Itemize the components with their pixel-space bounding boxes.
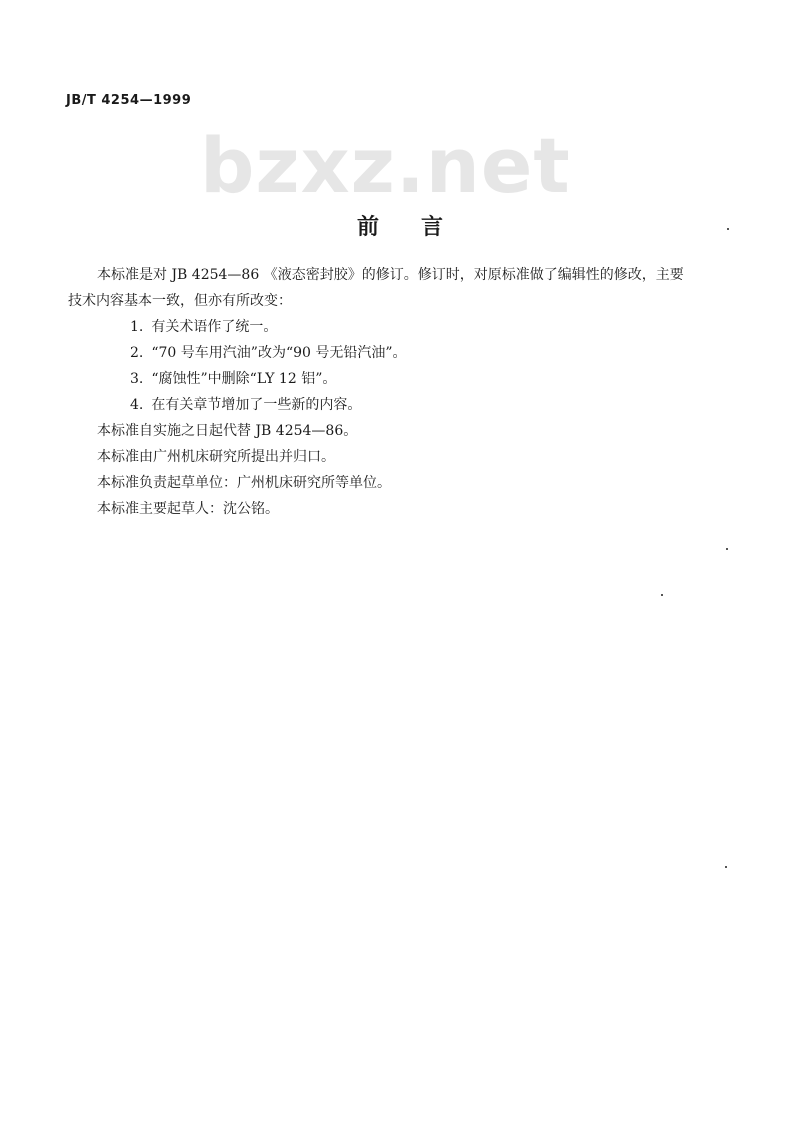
list-item xyxy=(130,392,800,418)
list-item-text: “70 号车用汽油”改为“90 号无铅汽油”。 xyxy=(151,345,407,361)
list-item-number: 1. xyxy=(130,319,144,335)
scan-speck xyxy=(725,866,727,868)
intro-paragraph xyxy=(68,262,777,314)
list-item xyxy=(130,366,800,392)
intro-line-2: 技术内容基本一致，但亦有所改变： xyxy=(68,293,292,309)
intro-line-1: 本标准是对 JB 4254—86 《液态密封胶》的修订。修订时，对原标准做了编辑性的修改，主要 xyxy=(97,267,684,283)
list-item-text: 在有关章节增加了一些新的内容。 xyxy=(151,397,362,413)
list-item-number: 2. xyxy=(130,345,144,361)
page-title: 前言 xyxy=(356,214,485,240)
list-item-text: “腐蚀性”中删除“LY 12 铝”。 xyxy=(151,371,337,387)
paragraph-replacement: 本标准自实施之日起代替 JB 4254—86。 xyxy=(97,423,358,439)
scan-speck xyxy=(726,548,728,550)
paragraph-drafting-unit: 本标准负责起草单位：广州机床研究所等单位。 xyxy=(97,475,391,491)
changes-list xyxy=(0,314,800,418)
paragraph-drafter: 本标准主要起草人：沈公铭。 xyxy=(97,501,279,517)
list-item xyxy=(130,314,800,340)
scan-speck xyxy=(727,228,729,230)
list-item xyxy=(130,340,800,366)
list-item-text: 有关术语作了统一。 xyxy=(151,319,278,335)
list-item-number: 3. xyxy=(130,371,144,387)
standard-code: JB/T 4254—1999 xyxy=(66,93,192,108)
scan-speck xyxy=(661,594,663,596)
watermark: bzxz.net xyxy=(200,121,571,210)
list-item-number: 4. xyxy=(130,397,144,413)
paragraph-proposer: 本标准由广州机床研究所提出并归口。 xyxy=(97,449,335,465)
document-body xyxy=(0,262,800,522)
